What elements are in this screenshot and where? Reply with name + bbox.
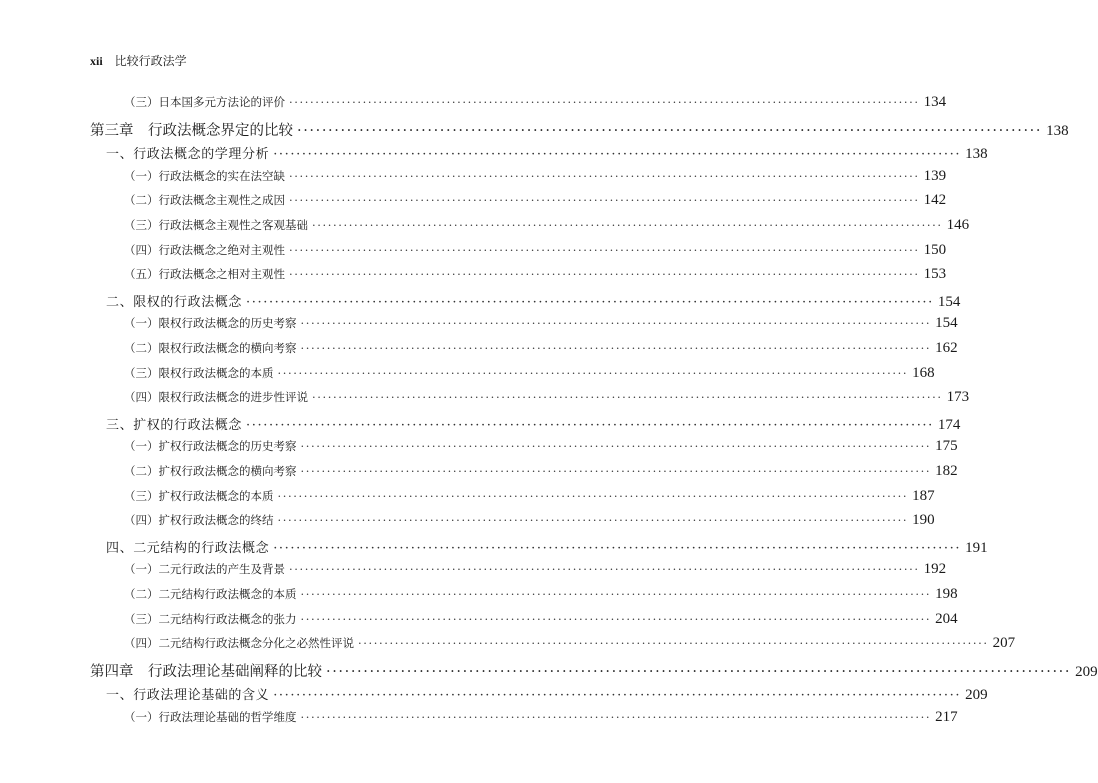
toc-page-number: 173 [946, 389, 970, 406]
toc-entry-sub[interactable] [0, 241, 947, 264]
toc-entry-sub[interactable] [0, 438, 958, 460]
toc-entry-title: （一）二元行政法的产生及背景 [124, 562, 285, 577]
dot-leader: ························································································································ [300, 341, 932, 355]
toc-entry-title: 一、行政法概念的学理分析 [106, 147, 270, 163]
toc-entry-section[interactable] [0, 537, 988, 559]
toc-page-number: 209 [1075, 663, 1098, 680]
toc-page-number: 190 [912, 512, 935, 529]
toc-row [124, 512, 935, 529]
toc-page-number: 168 [912, 364, 935, 381]
toc-entry-title: （三）行政法概念主观性之客观基础 [124, 218, 308, 232]
toc-entry-sub[interactable] [0, 586, 958, 608]
toc-page-number: 174 [937, 416, 961, 433]
toc-page-number: 204 [935, 610, 958, 627]
toc-entry-title: （一）限权行政法概念的历史考察 [124, 316, 297, 331]
toc-row [124, 340, 958, 357]
dot-leader: ························································································································ [300, 439, 932, 454]
toc-entry-sub[interactable] [0, 463, 958, 485]
toc-entry-sub[interactable] [0, 94, 947, 116]
toc-entry-chapter[interactable] [0, 660, 1098, 682]
dot-leader: ························································································································ [300, 611, 932, 626]
dot-leader: ························································································································ [277, 513, 909, 528]
toc-entry-title: （三）限权行政法概念的本质 [124, 365, 274, 380]
toc-page-number: 134 [923, 94, 947, 110]
toc-page-number: 187 [912, 487, 935, 504]
running-head [90, 52, 187, 69]
toc-entry-sub[interactable] [0, 512, 935, 534]
toc-entry-title: 三、扩权的行政法概念 [106, 417, 243, 433]
toc-entry-title: （三）日本国多元方法论的评价 [124, 95, 285, 109]
toc-entry-title: （一）行政法理论基础的哲学维度 [124, 710, 297, 724]
toc-row [124, 217, 970, 234]
toc-page-number: 150 [923, 241, 947, 258]
toc-entry-title: （二）扩权行政法概念的横向考察 [124, 464, 297, 478]
toc-entry-title: 第四章 行政法理论基础阐释的比较 [90, 663, 322, 680]
toc-entry-title: （一）行政法概念的实在法空缺 [124, 168, 285, 183]
toc-entry-sub[interactable] [0, 635, 1016, 657]
toc-row [90, 660, 1098, 681]
dot-leader: ························································································································ [273, 540, 962, 556]
toc-page-number: 139 [923, 167, 947, 184]
dot-leader: ························································································································ [246, 294, 934, 310]
toc-page-number: 191 [965, 539, 988, 556]
toc-row [106, 537, 988, 557]
toc-entry-title: （一）扩权行政法概念的历史考察 [124, 439, 297, 454]
toc-entry-title: （四）行政法概念之绝对主观性 [124, 242, 285, 257]
toc-entry-title: 四、二元结构的行政法概念 [106, 540, 270, 556]
dot-leader: ························································································································ [358, 636, 989, 651]
toc-entry-title: 二、限权的行政法概念 [106, 294, 243, 310]
toc-entry-sub[interactable] [0, 217, 970, 239]
toc-row [106, 143, 988, 163]
dot-leader: ························································································································ [300, 464, 932, 478]
toc-row [124, 487, 935, 505]
toc-entry-sub[interactable] [0, 610, 958, 633]
toc-row [124, 438, 958, 455]
toc-entry-title: （四）二元结构行政法概念分化之必然性评说 [124, 636, 354, 651]
toc-row [124, 463, 958, 480]
dot-leader: ························································································································ [289, 193, 920, 208]
dot-leader: ························································································································ [277, 365, 909, 380]
dot-leader: ························································································································ [289, 95, 920, 109]
toc-entry-section[interactable] [0, 684, 988, 706]
dot-leader: ························································································································ [300, 710, 932, 724]
dot-leader: ························································································································ [289, 267, 920, 282]
toc-row [124, 389, 970, 406]
toc-entry-sub[interactable] [0, 709, 958, 731]
dot-leader: ························································································································ [289, 562, 920, 577]
toc-row [124, 192, 947, 209]
dot-leader: ························································································································ [312, 390, 943, 405]
toc-entry-sub[interactable] [0, 389, 970, 411]
toc-row [124, 709, 958, 726]
toc-row [124, 561, 947, 578]
dot-leader: ························································································································ [289, 168, 920, 183]
toc-page-number: 142 [923, 192, 947, 209]
toc-page-number: 138 [1046, 122, 1069, 139]
toc-entry-section[interactable] [0, 291, 961, 313]
toc-entry-sub[interactable] [0, 561, 947, 583]
toc-page-number: 153 [923, 266, 947, 283]
toc-entry-title: （二）行政法概念主观性之成因 [124, 193, 285, 208]
dot-leader: ························································································································ [312, 218, 943, 232]
toc-page-number: 146 [946, 217, 970, 233]
toc-row [106, 414, 961, 434]
dot-leader: ························································································································ [300, 316, 932, 331]
toc-row [124, 241, 947, 259]
toc-entry-sub[interactable] [0, 266, 947, 288]
toc-page-number: 182 [935, 463, 958, 479]
toc-page-number: 162 [935, 340, 958, 356]
toc-entry-title: （三）扩权行政法概念的本质 [124, 488, 274, 503]
toc-entry-section[interactable] [0, 143, 988, 165]
toc-entry-sub[interactable] [0, 364, 935, 387]
toc-entry-sub[interactable] [0, 192, 947, 214]
toc-entry-sub[interactable] [0, 340, 958, 362]
toc-page-number: 154 [935, 315, 958, 332]
toc-entry-title: 第三章 行政法概念界定的比较 [90, 122, 293, 139]
toc-entry-chapter[interactable] [0, 119, 1069, 141]
toc-entry-sub[interactable] [0, 167, 947, 190]
toc-page-number: 198 [935, 586, 958, 602]
toc-entry-title: （二）二元结构行政法概念的本质 [124, 587, 297, 601]
toc-page-number: 217 [935, 709, 958, 725]
book-title: 比较行政法学 [114, 54, 187, 68]
dot-leader: ························································································································ [326, 663, 1072, 680]
toc-row [106, 291, 961, 311]
toc-row [124, 94, 947, 111]
toc-row [106, 684, 988, 704]
dot-leader: ························································································································ [300, 587, 932, 601]
toc-row [90, 119, 1069, 140]
toc-row [124, 266, 947, 283]
dot-leader: ························································································································ [277, 488, 909, 503]
toc-entry-title: （五）行政法概念之相对主观性 [124, 267, 285, 282]
toc-row [124, 586, 958, 603]
toc-row [124, 610, 958, 628]
toc-page-number: 209 [965, 687, 988, 704]
toc-entry-section[interactable] [0, 414, 961, 436]
toc-page-number: 154 [937, 293, 961, 310]
dot-leader: ························································································································ [273, 688, 962, 704]
toc-entry-title: 一、行政法理论基础的含义 [106, 688, 270, 704]
toc-row [124, 167, 947, 185]
toc-entry-title: （四）扩权行政法概念的终结 [124, 513, 274, 528]
toc-entry-title: （四）限权行政法概念的进步性评说 [124, 390, 308, 405]
toc-row [124, 364, 935, 382]
toc-page-number: 192 [923, 561, 947, 578]
toc-page-number: 138 [965, 146, 988, 163]
toc-page-number: 207 [992, 635, 1016, 652]
toc-entry-title: （二）限权行政法概念的横向考察 [124, 341, 297, 355]
dot-leader: ························································································································ [246, 417, 934, 433]
toc-row [124, 315, 958, 332]
page-folio: xii [90, 54, 103, 68]
toc-entry-sub[interactable] [0, 487, 935, 510]
toc-entry-sub[interactable] [0, 315, 958, 337]
dot-leader: ························································································································ [297, 122, 1043, 139]
toc-page-number: 175 [935, 438, 958, 455]
dot-leader: ························································································································ [273, 147, 962, 163]
dot-leader: ························································································································ [289, 242, 920, 257]
toc-row [124, 635, 1016, 652]
toc-entry-title: （三）二元结构行政法概念的张力 [124, 611, 297, 626]
